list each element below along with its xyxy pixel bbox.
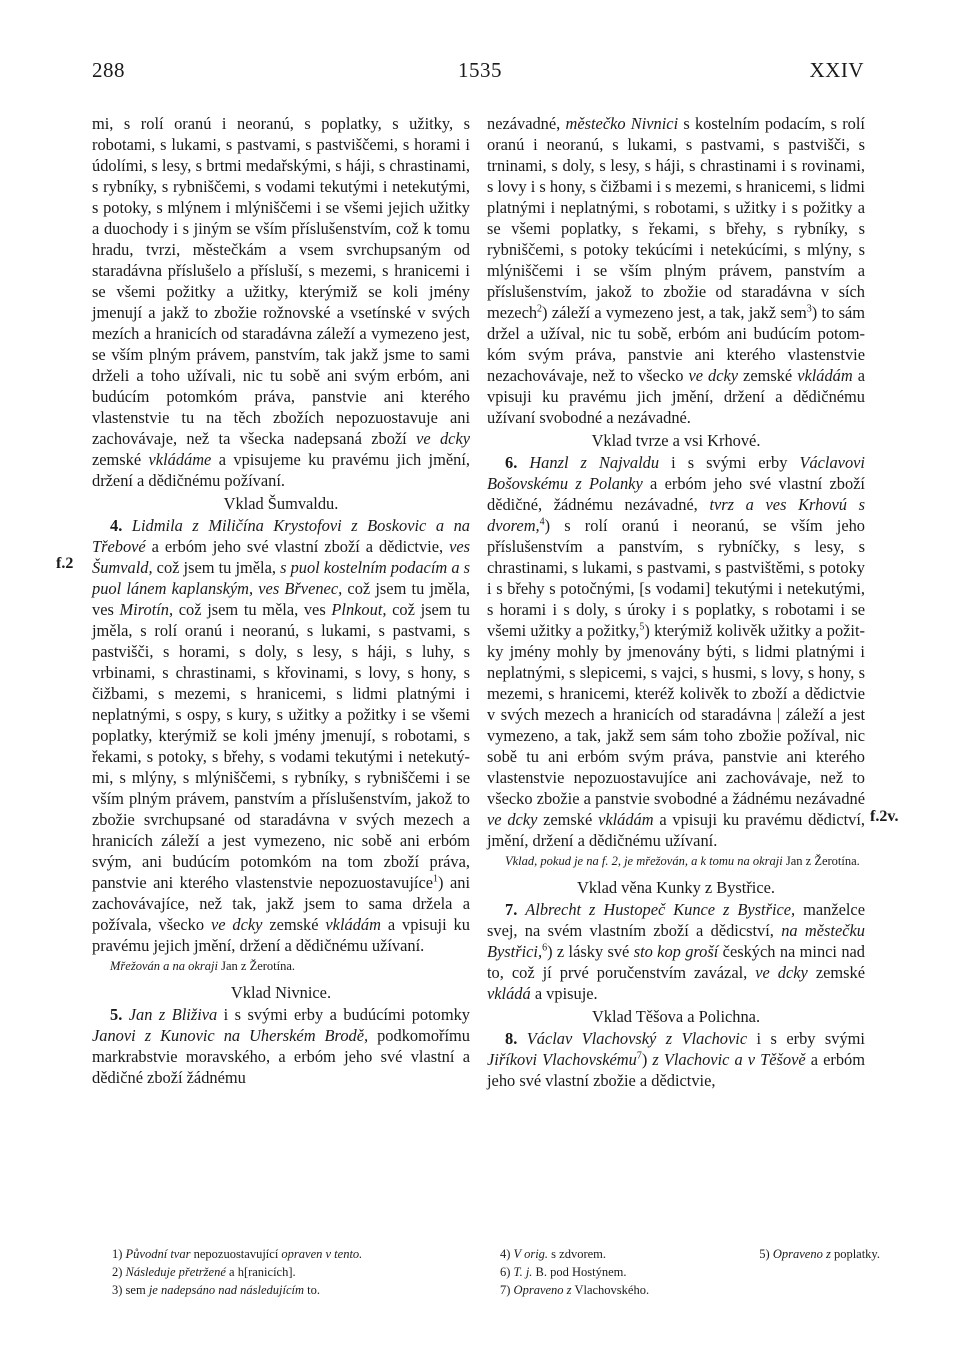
year-heading: 1535 <box>458 58 502 82</box>
footnote-7: 7) Opraveno z Vlachovského. <box>500 1283 650 1297</box>
footnote-5: 5) Opraveno z poplatky. <box>759 1247 880 1261</box>
entry-heading-kunka: Vklad věna Kunky z Bystřice. <box>576 878 775 897</box>
entry-7: 7. Albrecht z Hustopeč Kunce z Bystřice, manželce svej, na svém vlastním zboží a dědicství, na městečku Bystřici,$^6$) z lásky své sto kop groší českých na minci nad to, což jí prvé poručenstvím zavázal, ve dcky zemské vkládá a vpisuje. <box>487 900 865 1003</box>
footnote-6: 6) T. j. B. pod Hostýnem. <box>500 1265 627 1279</box>
footnotes-left <box>112 1245 472 1299</box>
entry-heading-tesov: Vklad Těšova a Polichna. <box>591 1007 761 1026</box>
footnote-1: 1) Původní tvar nepozuostavující opraven v tento. <box>112 1247 363 1261</box>
footnotes-right <box>500 1245 880 1299</box>
editorial-note: Vklad, pokud je na f. 2, je mřežován, a k tomu na okraji Jan z Žerotína. <box>505 854 860 868</box>
chapter-number: XXIV <box>809 58 864 82</box>
footnote-3: 3) sem je nadepsáno nad následujícím to. <box>112 1283 320 1297</box>
entry-5-continuation: nezávadné, městečko Nivnici s kostelním podacím, s rolí oranú i neoranú, s lukami, s pastvami, s pastvišči, s trninami, s doly, s lesy, s háji, s chrastinami i s rovinami, s lovy i s hony, s čižbami i s mezemi, s hranicemi, s lidmi platnými i neplatnými, s robotami, s užitky i s požitky a se všemi poplatky, s řekami, s břehy, s rybníky, s rybniščemi, s potoky tekúcími i netekúcími, s mlýny, s mlýniščemi i se vším plným právem, panstvím a příslušenstvím, jakož to zbožie od staradávna v sích mezech$^2$) záleží a vymezeno jest, a tak, jakž sem$^3$) to sám držel a užíval, nic tu sobě, erbóm ani budúcím potomkóm svým práva, panstvie ani kterého vlastenstvie nezachovávaje, než to všecko ve dcky zemské vkládám a vpisuji ku pravému jich jmění, držení a dědičnému užívaní svobodné a nezávadné. <box>487 114 865 427</box>
right-column <box>487 113 865 1091</box>
paragraph-continuation: mi, s rolí oranú i neoranú, s poplatky, s užitky, s robotami, s lukami, s pastvami, s pastviščemi, s horami i údolími, s lesy, s brtmi medařskými, s háji, s chrastinami, s rybníky, s rybniščemi, s vodami tekutými i netekutými, s potoky, s mlýnem i mlýniščemi i se všemi jejich užitky a duochody i s jiným se vším příslušenstvím, což k tomu hradu, tvrzi, městečkám a vsem svrchupsaným od staradávna příslušelo a přísluší, s mezemi, s hranicemi i se všemi požitky a užitky, kterýmiž se koli jmény jmenují a jakž to zbožie rožnovské a vsetínské v svých mezích a hranicích od staradávna záleží a vymezeno jest, se vším plným právem, panstvím, tak jakž jsme to sami drželi a toho užívali, nic tu sobě ani svým erbóm, ani budúcím potomkóm práva, panstvie ani kterého vlastenstvie tu na těch zbožích nepozuostavuje ani zachovávaje, než ta všecka nadepsaná zboží ve dcky zemské vkládáme a vpisujeme ku pravému jich jmění, držení a dědičnému požívaní. <box>92 114 470 490</box>
entry-5: 5. Jan z Bliživa i s svými erby a budúcími potomky Janovi z Kunovic na Uherském Brodě, podkomořímu markrabstvie moravského, a erbóm jeho své vlastní a dědičné zboží žádnému <box>92 1005 470 1087</box>
margin-folio-right: f.2v. <box>870 808 899 825</box>
margin-folio-left: f.2 <box>56 555 74 572</box>
entry-heading-krhova: Vklad tvrze a vsi Krhové. <box>591 431 761 450</box>
footnote-2: 2) Následuje přetržené a h[ranicích]. <box>112 1265 296 1279</box>
entry-6: 6. Hanzl z Najvaldu i s svými erby Václavovi Bošovskému z Polanky a erbóm jeho své vlastní zboží dědičné, žádnému nezávadné, tvrz a ves Krhovú s dvorem,$^4$) s rolí oranú i neoranú, se vším jeho příslušenstvím a panstvím, s rybníčky, s lesy, s chrastinami, s lukami, s pastvami, s pastvištěmi, s potoky i s břehy s potočnými, [s vodami] tekutými i netekutými, s horami i s doly, s úroky i s poplatky, s robotami i se všemi užitky a požitky,$^5$) kterýmiž kolivěk užitky a požitky jmény mohly by jmenovány býti, s lidmi platnými i neplatnými, s slepicemi, s vajci, s husmi, s lovy, s hony, s mezemi, s hranicemi, kteréž kolivěk to zboží a dědictvie v svých mezech a hranicích od staradávna | záleží a jest vymezeno, a tak, jakž sem sám toho zbožie požíval, nic sobě tu ani erbóm svým práva, panstvie ani kterého vlastenstvie nepozuostavujíce ani zachovávaje, než to všecko zbožie a panstvie svobodné a žádnému nezávadné ve dcky zemské vkládám a vpisuji ku pravému dědictví, jmění, držení a dědičnému užívaní. <box>487 453 865 850</box>
left-column <box>92 113 470 1088</box>
page-number: 288 <box>92 58 125 82</box>
entry-4: 4. Lidmila z Miličína Krystofovi z Boskovic a na Třebové a erbóm jeho své vlastní zboží a dědictvie, ves Šumvald, což jsem tu jměla, s puol kostelním podacím a s puol lánem kaplanským, ves Břvenec, což jsem tu jměla, ves Mirotín, což jsem tu měla, ves Plnkout, což jsem tu jměla, s rolí oranú i neoranú, s lukami, s pastvami, s pastvišči, s horami, s doly, s lesy, s háji, s luhy, s vrbinami, s chrastinami, s křovinami, s lovy, s hony, s čižbami, s mezemi, s hranicemi, s lidmi platnými i neplatnými, s ospy, s kury, s užitky a požitky i se všemi poplatky, kterýmiž se koli jmény jmenují, s robotami, s řekami, s potoky, s břehy, s vodami tekutými i netekutými, s mlýny, s mlýniščemi, s rybníky, s rybniščemi i se vším plným právem, panstvím a příslušenstvím, jakož to zbožie svrchupsané od staradávna v svých mezech a hranicích záleží a jest vymezeno, nic sobě ani erbóm svým, ani budúcím potomkóm na tom zboží práva, panstvie ani kterého vlastenstvie nepozuostavujíce$^1$) ani zachovávajíce, než tak, jakž jsem to sama držela a požívala, všecko ve dcky zemské vkládám a vpisuji ku pravému jejich jmění, držení a dědičnému užívaní. <box>92 516 471 955</box>
entry-heading-nivnice: Vklad Nivnice. <box>230 983 332 1002</box>
footnote-4: 4) V orig. s zdvorem. <box>500 1247 607 1261</box>
entry-8: 8. Václav Vlachovský z Vlachovic i s erby svými Jiříkovi Vlachovskému$^7$) z Vlachovic a v Těšově a erbóm jeho své vlastní zbožie a dědictvie, <box>487 1029 865 1090</box>
entry-heading-sumvald: Vklad Šumvaldu. <box>223 494 339 513</box>
editorial-note: Mřežován a na okraji Jan z Žerotína. <box>110 959 296 973</box>
